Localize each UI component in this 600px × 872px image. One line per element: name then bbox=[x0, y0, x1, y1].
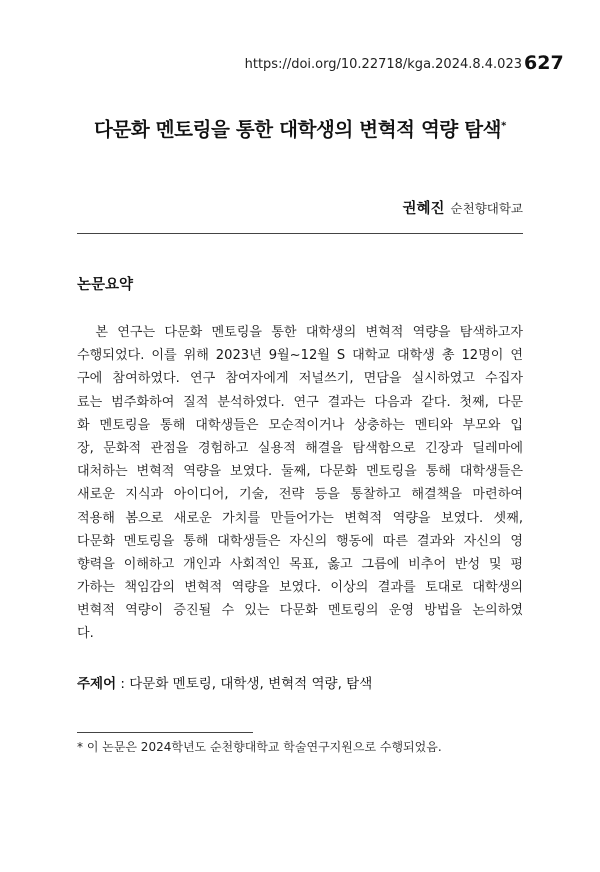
footnote-divider bbox=[77, 732, 253, 733]
abstract-line: 장, 문화적 관점을 경험하고 실용적 해결을 탐색함으로 긴장과 딜레마에 bbox=[77, 440, 523, 456]
title-footnote-mark: * bbox=[501, 120, 506, 132]
footnote: * 이 논문은 2024학년도 순천향대학교 학술연구지원으로 수행되었음. bbox=[77, 740, 442, 754]
abstract-line: 수행되었다. 이를 위해 2023년 9월~12월 S 대학교 대학생 총 12명이 연 bbox=[77, 348, 523, 364]
abstract-line: 다문화 멘토링을 통해 대학생들은 자신의 행동에 따른 결과와 자신의 영 bbox=[77, 533, 523, 549]
keywords-label: 주제어 bbox=[77, 676, 117, 692]
abstract-line: 본 연구는 다문화 멘토링을 통한 대학생의 변혁적 역량을 탐색하고자 bbox=[77, 325, 523, 340]
header-divider bbox=[77, 233, 523, 234]
paper-title bbox=[40, 114, 560, 142]
author-affiliation: 순천향대학교 bbox=[450, 201, 523, 216]
keywords bbox=[77, 672, 372, 692]
abstract-line: 대처하는 변혁적 역량을 보였다. 둘째, 다문화 멘토링을 통해 대학생들은 bbox=[77, 464, 523, 480]
author-name: 권혜진 bbox=[402, 201, 445, 217]
abstract-line: 적용해 봄으로 새로운 가치를 만들어가는 변혁적 역량을 보였다. 셋째, bbox=[77, 510, 523, 526]
abstract-line: 화 멘토링을 통해 대학생들은 모순적이거나 상충하는 멘티와 부모와 입 bbox=[77, 417, 523, 433]
abstract-line: 새로운 지식과 아이디어, 기술, 전략 등을 통찰하고 해결책을 마련하여 bbox=[77, 487, 523, 503]
abstract-line: 료는 범주화하여 질적 분석하였다. 연구 결과는 다음과 같다. 첫째, 다문 bbox=[77, 394, 523, 410]
abstract-line: 다. bbox=[77, 626, 94, 642]
abstract-heading: 논문요약 bbox=[77, 277, 134, 293]
keywords-list: : 다문화 멘토링, 대학생, 변혁적 역량, 탐색 bbox=[116, 676, 373, 692]
doi-link[interactable]: https://doi.org/10.22718/kga.2024.8.4.023 bbox=[244, 57, 522, 72]
abstract-line: 향력을 이해하고 개인과 사회적인 목표, 옳고 그름에 비추어 반성 및 평 bbox=[77, 556, 523, 572]
abstract-line: 구에 참여하였다. 연구 참여자에게 저널쓰기, 면담을 실시하였고 수집자 bbox=[77, 371, 523, 387]
abstract-body bbox=[77, 321, 523, 646]
page-number: 627 bbox=[524, 52, 564, 74]
author-block bbox=[403, 197, 523, 218]
paper-title-text: 다문화 멘토링을 통한 대학생의 변혁적 역량 탐색 bbox=[94, 118, 502, 141]
abstract-line: 가하는 책임감의 변혁적 역량을 보였다. 이상의 결과를 토대로 대학생의 bbox=[77, 580, 523, 596]
abstract-line: 변혁적 역량이 증진될 수 있는 다문화 멘토링의 운영 방법을 논의하였 bbox=[77, 603, 523, 619]
